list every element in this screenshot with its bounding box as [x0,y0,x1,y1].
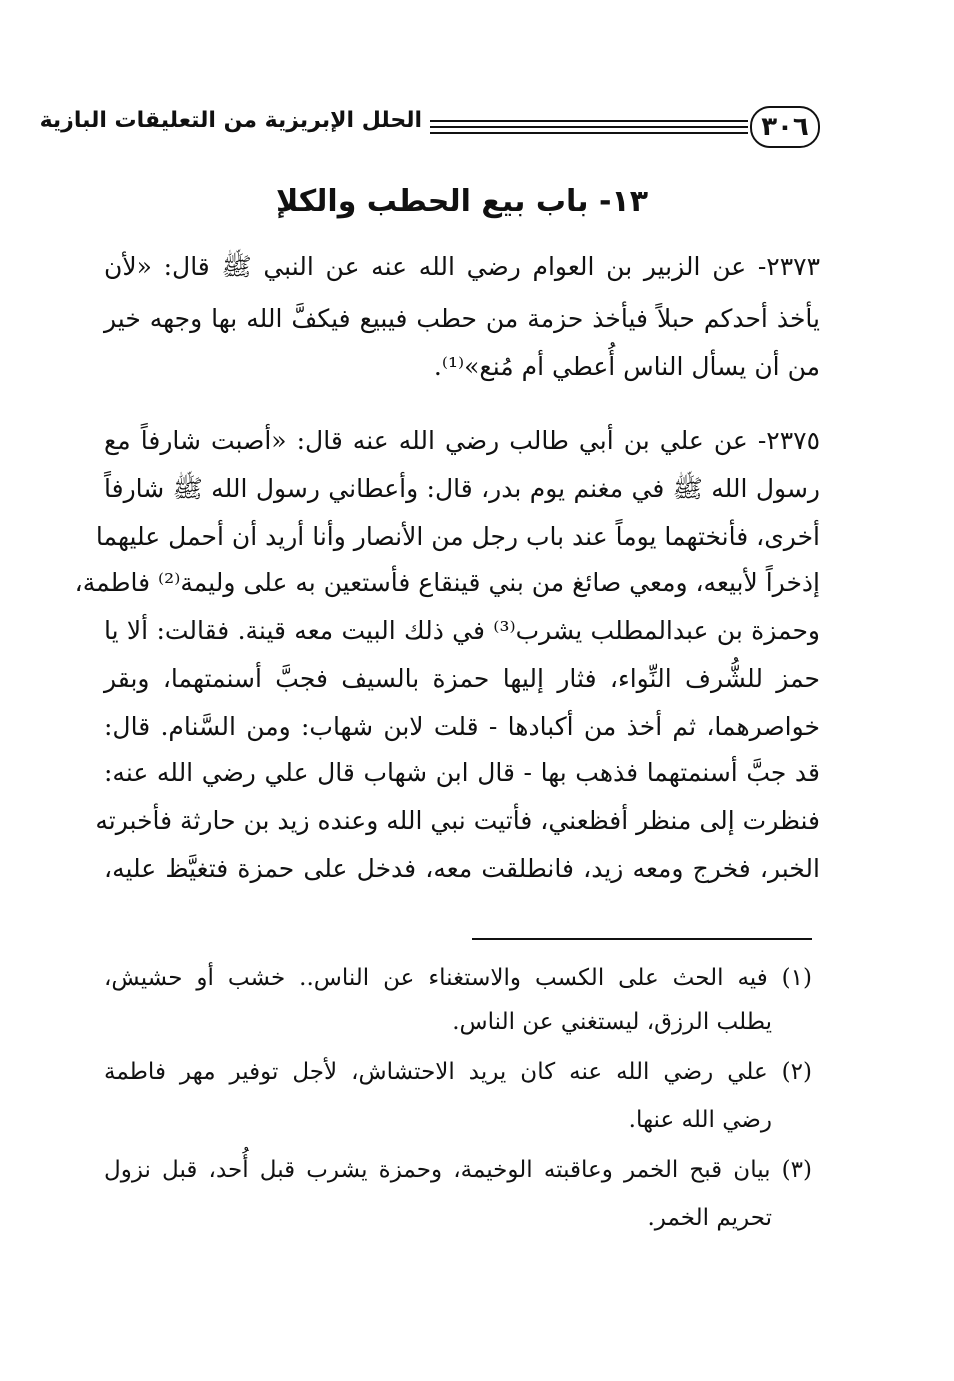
body-line: إذخراً لأبيعه، ومعي صائغ من بني قينقاع فأستعين به على وليمة⁽²⁾ فاطمة، [74,568,820,597]
page-number: ٣٠٦ [750,106,820,148]
chapter-title: ١٣- باب بيع الحطب والكلإ [275,184,649,219]
running-header [39,100,820,152]
body-line: قد جبَّ أسنمتهما فذهب بها - قال ابن شهاب قال علي رضي الله عنه: [104,758,820,787]
body-line: وحمزة بن عبدالمطلب يشرب⁽³⁾ في ذلك البيت معه قينة. فقالت: ألا يا [104,616,820,645]
body-line: ٢٣٧٥- عن علي بن أبي طالب رضي الله عنه قال: «أصبت شارفاً مع [104,426,820,455]
body-line: من أن يسأل الناس أُعطي أم مُنع»⁽¹⁾. [433,352,820,381]
book-title: الحلل الإبريزية من التعليقات البازية [39,108,422,133]
header-rule [430,132,748,134]
body-line: الخبر، فخرج ومعه زيد، فانطلقت معه، فدخل على حمزة فتغيَّظ عليه، [104,854,820,883]
header-rule [430,120,748,122]
body-line: فنظرت إلى منظر أفظعني، فأتيت نبي الله وعنده زيد بن حارثة فأخبرته [95,806,820,835]
body-line: رسول الله ﷺ في مغنم يوم بدر، قال: وأعطاني رسول الله ﷺ شارفاً [104,474,820,503]
footnote-line: يطلب الرزق، ليستغني عن الناس. [452,1009,772,1035]
body-line: خواصرهما، ثم أخذ من أكبادها - قلت لابن شهاب: ومن السَّنام. قال: [104,712,820,741]
header-rule [430,126,748,128]
footnote-line: (١) فيه الحث على الكسب والاستغناء عن الناس.. خشب أو حشيش، [104,965,812,991]
body-line: حمز للشُّرف النِّواء، فثار إليها حمزة بالسيف فجبَّ أسنمتهما، وبقر [104,664,820,693]
footnote-line: (٣) بيان قبح الخمر وعاقبته الوخيمة، وحمزة يشرب قبل أُحد، قبل نزول [104,1157,812,1183]
body-line: ٢٣٧٣- عن الزبير بن العوام رضي الله عنه عن النبي ﷺ قال: «لأن [104,252,820,281]
body-line: أخرى، فأنختهما يوماً عند باب رجل من الأنصار وأنا أريد أن أحمل عليهما [95,522,820,551]
footnote-line: رضي الله عنها. [628,1107,772,1133]
footnote-line: (٢) علي رضي الله عنه كان يريد الاحتشاش، لأجل توفير مهر فاطمة [104,1059,812,1085]
footnote-separator [472,938,812,940]
body-line: يأخذ أحدكم حبلاً فيأخذ حزمة من حطب فيبيع فيكفَّ الله بها وجهه خير [104,304,820,333]
footnote-line: تحريم الخمر. [647,1205,772,1231]
